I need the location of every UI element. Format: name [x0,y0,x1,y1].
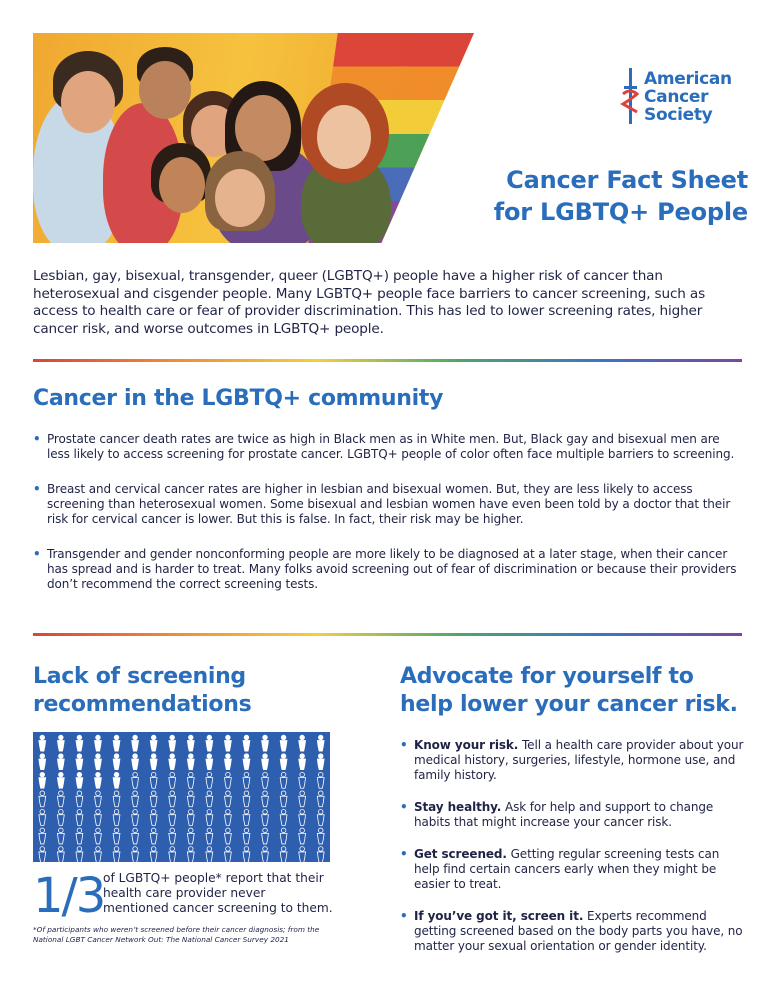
person-icon [132,809,139,825]
person-icon [299,847,306,862]
person-icon [299,809,306,825]
person-icon [39,828,46,844]
person-icon [169,791,176,807]
community-bullet: • Breast and cervical cancer rates are higher in lesbian and bisexual women. But, they are less likely to access screening than heterosexual women. Some bisexual and lesbian women have even been told by a doctor that their risk for cervical cancer is lower. But this is false. In fact, their risk may be higher. [33,482,743,527]
person-icon [280,809,287,825]
person-icon [225,809,232,825]
person-icon-highlighted [57,754,64,770]
person-icon [132,772,139,788]
logo-line-1: American [644,69,732,89]
person-icon [57,809,64,825]
person-icon [95,809,102,825]
person-icon [169,847,176,862]
logo-line-3: Society [644,105,713,125]
person-icon [187,791,194,807]
person-icon [225,791,232,807]
stat-description: of LGBTQ+ people* report that their health care provider never mentioned cancer screening to them. [103,871,333,915]
person-icon [57,828,64,844]
person-icon-highlighted [225,735,232,751]
advocate-heading: Advocate for yourself to help lower your cancer risk. [400,664,738,717]
person-icon-highlighted [299,735,306,751]
person-icon [187,809,194,825]
person-icon-highlighted [76,772,83,788]
page-title: Cancer Fact Sheet for LGBTQ+ People [493,166,748,226]
person-icon [169,772,176,788]
advocate-item: • If you’ve got it, screen it. Experts recommend getting screened based on the body parts you have, no matter your sexual orientation or gender identity. [400,909,745,954]
sword-logo-icon [620,68,640,128]
person-icon-highlighted [206,735,213,751]
person-icon [187,847,194,862]
person-icon [299,791,306,807]
rainbow-divider [33,633,742,636]
person-icon [243,772,250,788]
person-icon [299,772,306,788]
advocate-item: • Stay healthy. Ask for help and support to change habits that might increase your cancer risk. [400,800,745,830]
person-icon [317,791,324,807]
person-icon [57,847,64,862]
logo-line-2: Cancer [644,87,709,107]
community-bullet: • Prostate cancer death rates are twice as high in Black men as in White men. But, Black gay and bisexual men are less likely to access screening for prostate cancer. LGBTQ+ people of color often face multiple barriers to screening. [33,432,743,462]
person-icon [76,847,83,862]
person-icon-highlighted [39,754,46,770]
person-icon-highlighted [169,754,176,770]
person-icon [187,828,194,844]
stat-fraction: 1/3 [33,868,105,924]
person-icon [95,791,102,807]
person-icon [206,847,213,862]
person-icon [317,772,324,788]
person-icon-highlighted [243,735,250,751]
person-icon-highlighted [57,735,64,751]
person-icon-highlighted [95,754,102,770]
person-icon [132,847,139,862]
person-icon [95,847,102,862]
person-icon [206,809,213,825]
person-icon-highlighted [187,735,194,751]
person-icon [225,828,232,844]
person-icon [113,809,120,825]
person-icon [150,809,157,825]
person-icon [187,772,194,788]
person-icon [317,828,324,844]
person-icon [262,847,269,862]
person-icon-highlighted [225,754,232,770]
person-icon [39,847,46,862]
person-icon [243,809,250,825]
person-icon [113,828,120,844]
person-icon [243,847,250,862]
person-icon-highlighted [113,735,120,751]
person-icon [280,772,287,788]
advocate-item: • Get screened. Getting regular screening tests can help find certain cancers early when they might be easier to treat. [400,847,745,892]
rainbow-divider [33,359,742,362]
acs-logo [620,68,750,132]
person-icon [243,791,250,807]
person-icon [150,847,157,862]
person-icon [262,772,269,788]
person-icon-highlighted [150,754,157,770]
person-icon [76,828,83,844]
person-icon [169,828,176,844]
person-icon [150,791,157,807]
person-icon [150,772,157,788]
person-icon [57,791,64,807]
person-icon-highlighted [317,754,324,770]
person-icon [39,791,46,807]
person-icon-highlighted [113,754,120,770]
person-icon [225,772,232,788]
person-icon [132,791,139,807]
person-icon-highlighted [95,735,102,751]
person-icon-highlighted [95,772,102,788]
person-icon [299,828,306,844]
person-icon-highlighted [132,754,139,770]
person-icon-highlighted [243,754,250,770]
person-icon-highlighted [76,735,83,751]
person-icon [113,791,120,807]
person-icon [206,772,213,788]
person-icon [150,828,157,844]
person-icon [317,847,324,862]
community-bullet: • Transgender and gender nonconforming people are more likely to be diagnosed at a later stage, when their cancer has spread and is harder to treat. Many folks avoid screening out of fear of discrimination or because their providers don’t recommend the correct screening tests. [33,547,743,592]
person-icon-highlighted [57,772,64,788]
person-icon [243,828,250,844]
intro-paragraph: Lesbian, gay, bisexual, transgender, queer (LGBTQ+) people have a higher risk of cancer than heterosexual and cisgender people. Many LGBTQ+ people face barriers to cancer screening, such as access to health care or fear of provider discrimination. This has led to lower screening rates, higher cancer risk, and worse outcomes in LGBTQ+ people. [33,268,706,337]
person-icon-highlighted [76,754,83,770]
person-icon-highlighted [299,754,306,770]
person-icon [206,791,213,807]
person-icon [280,791,287,807]
person-icon-highlighted [113,772,120,788]
person-icon-highlighted [262,754,269,770]
hero-photo [33,33,474,243]
person-icon [76,809,83,825]
person-icon-highlighted [262,735,269,751]
person-icon-highlighted [132,735,139,751]
person-icon-highlighted [169,735,176,751]
person-icon [113,847,120,862]
person-icon [262,809,269,825]
people-icons-grid [33,732,330,862]
community-bullet-list [33,432,743,592]
person-icon [280,828,287,844]
person-icon-highlighted [39,735,46,751]
advocate-item: • Know your risk. Tell a health care provider about your medical history, surgeries, lifestyle, hormone use, and family history. [400,738,745,783]
person-icon [280,847,287,862]
person-icon [262,791,269,807]
community-heading: Cancer in the LGBTQ+ community [33,386,444,411]
lack-heading: Lack of screening recommendations [33,664,252,717]
person-icon [317,809,324,825]
person-icon-highlighted [39,772,46,788]
person-icon-highlighted [280,754,287,770]
person-icon-highlighted [280,735,287,751]
person-icon [169,809,176,825]
person-icon-highlighted [317,735,324,751]
person-icon [95,828,102,844]
person-icon-highlighted [206,754,213,770]
person-icon [206,828,213,844]
person-icon-highlighted [187,754,194,770]
person-icon [132,828,139,844]
people-infographic [33,732,330,862]
person-icon-highlighted [150,735,157,751]
person-icon [262,828,269,844]
person-icon [39,809,46,825]
footnote: *Of participants who weren’t screened before their cancer diagnosis; from the National LGBT Cancer Network Out: The National Cancer Survey 2021 [33,925,320,944]
advocate-list [400,738,745,971]
person-icon [76,791,83,807]
person-icon [225,847,232,862]
